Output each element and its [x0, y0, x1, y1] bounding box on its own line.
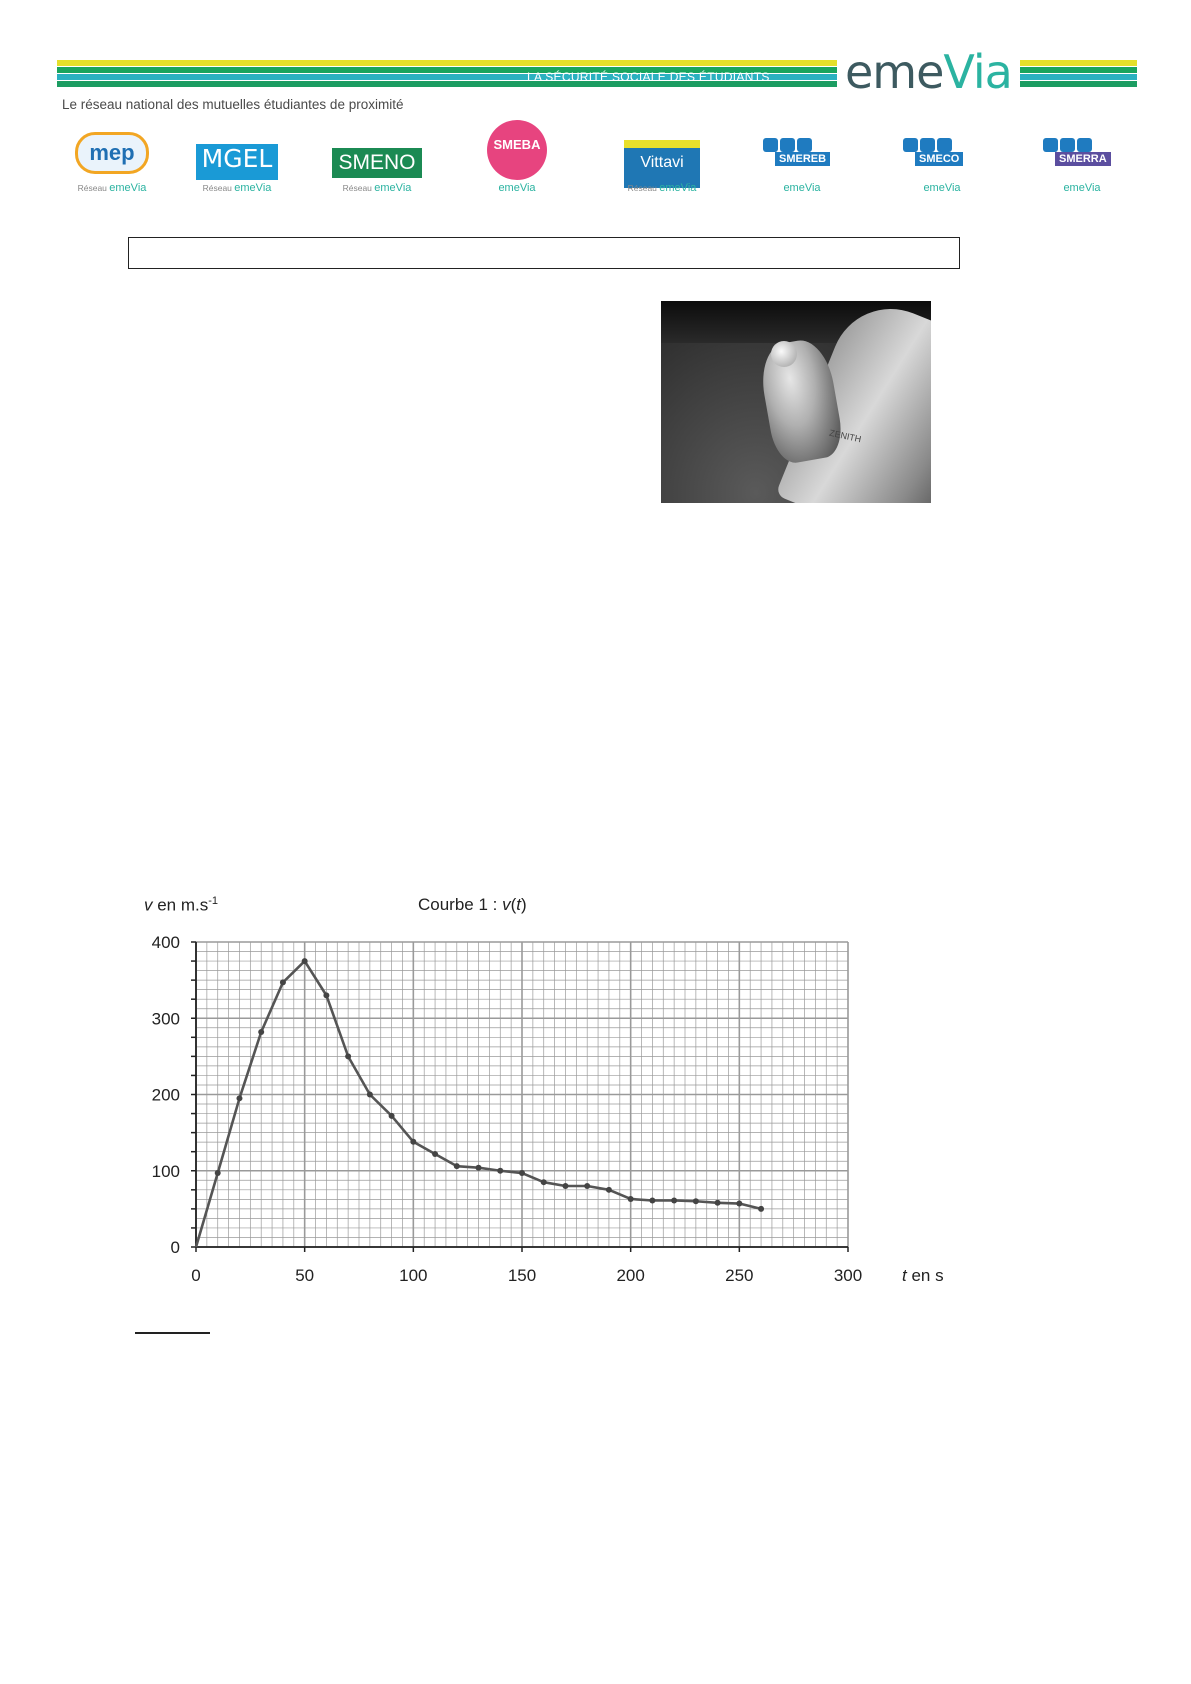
- logo-mark: [1043, 138, 1121, 170]
- logo-caption: [182, 182, 292, 194]
- caption-prefix: Réseau: [627, 183, 660, 193]
- data-point: [497, 1168, 503, 1174]
- banner-stripe: [1020, 81, 1137, 87]
- caption-brand: emeVia: [498, 182, 536, 194]
- chart-title: Courbe 1 : v(t): [418, 895, 527, 914]
- logo-tile: [903, 138, 918, 152]
- logo-part: eme: [845, 45, 944, 99]
- logo-text: SMEREB: [775, 152, 830, 166]
- chart-title-var: v: [502, 895, 511, 914]
- footnote-rule: [135, 1332, 210, 1334]
- partner-logo-smereb: [747, 120, 857, 198]
- y-axis-unit: en m.s: [152, 895, 209, 915]
- partner-logo-mep: [57, 120, 167, 198]
- data-point: [367, 1092, 373, 1098]
- data-point: [671, 1197, 677, 1203]
- logo-caption: [322, 182, 432, 194]
- x-tick-label: 300: [833, 1266, 863, 1285]
- data-point: [562, 1183, 568, 1189]
- logo-tile: [937, 138, 952, 152]
- data-point: [758, 1206, 764, 1212]
- caption-brand: emeVia: [234, 182, 272, 194]
- y-tick-label: 0: [170, 1238, 180, 1257]
- caption-brand: emeVia: [374, 182, 412, 194]
- logo-tile: [1060, 138, 1075, 152]
- emevia-logo: [845, 45, 1012, 99]
- logo-text: SMECO: [915, 152, 963, 166]
- logo-mark: MGEL: [196, 144, 278, 180]
- data-point: [345, 1053, 351, 1059]
- caption-brand: emeVia: [659, 182, 697, 194]
- logo-caption: [887, 182, 997, 194]
- data-point: [410, 1139, 416, 1145]
- velocity-chart: [130, 895, 960, 1305]
- logo-caption: [607, 182, 717, 194]
- data-point: [584, 1183, 590, 1189]
- caption-brand: emeVia: [783, 182, 821, 194]
- x-tick-label: 200: [616, 1266, 645, 1285]
- data-point: [454, 1163, 460, 1169]
- data-point: [258, 1029, 264, 1035]
- logo-caption: [747, 182, 857, 194]
- chart-title-arg: t: [516, 895, 522, 914]
- photo-capsule-lettering: ZENITH: [828, 427, 863, 445]
- logo-mark: Vittavi: [624, 140, 700, 188]
- logo-mark: SMENO: [332, 148, 422, 178]
- x-tick-label: 250: [725, 1266, 754, 1285]
- data-point: [476, 1165, 482, 1171]
- caption-brand: emeVia: [1063, 182, 1101, 194]
- photo-helmet: [771, 341, 797, 367]
- data-point: [606, 1187, 612, 1193]
- data-point: [736, 1201, 742, 1207]
- caption-prefix: Réseau: [77, 183, 110, 193]
- logo-mark: [763, 138, 841, 170]
- banner-stripe: [1020, 74, 1137, 80]
- y-tick-label: 100: [151, 1161, 180, 1181]
- logo-caption: [57, 182, 167, 194]
- tagline: Le réseau national des mutuelles étudiantes de proximité: [62, 97, 404, 112]
- partner-logo-smerra: [1027, 120, 1137, 198]
- partner-logo-smeba: [462, 120, 572, 198]
- logo-caption: [462, 182, 572, 194]
- caption-brand: emeVia: [109, 182, 147, 194]
- banner-stripe: [57, 60, 837, 66]
- data-point: [519, 1170, 525, 1176]
- partner-logo-mgel: [182, 120, 292, 198]
- x-tick-label: 50: [295, 1266, 315, 1285]
- logo-caption: [1027, 182, 1137, 194]
- caption-prefix: Réseau: [202, 183, 235, 193]
- data-point: [323, 992, 329, 998]
- logo-tile: [1077, 138, 1092, 152]
- logo-tile: [920, 138, 935, 152]
- logo-mark: mep: [75, 132, 149, 174]
- logo-tile: [763, 138, 778, 152]
- logo-part: Via: [943, 45, 1012, 99]
- data-point: [541, 1179, 547, 1185]
- x-axis-var: t: [902, 1266, 907, 1285]
- partner-logo-smeno: [322, 120, 432, 198]
- y-tick-label: 400: [151, 933, 180, 952]
- x-tick-label: 100: [399, 1266, 428, 1285]
- data-point: [215, 1170, 221, 1176]
- caption-brand: emeVia: [923, 182, 961, 194]
- y-axis-var: v: [144, 895, 153, 915]
- logo-tile: [780, 138, 795, 152]
- banner-stripe: [1020, 67, 1137, 73]
- logo-mark: SMEBA: [487, 120, 547, 180]
- data-point: [389, 1113, 395, 1119]
- banner-stripe: [1020, 60, 1137, 66]
- data-point: [715, 1200, 721, 1206]
- data-point: [236, 1095, 242, 1101]
- data-point: [280, 979, 286, 985]
- data-point: [693, 1198, 699, 1204]
- data-point: [432, 1151, 438, 1157]
- title-box: [128, 237, 960, 269]
- data-point: [302, 958, 308, 964]
- logo-mark: [903, 138, 981, 170]
- x-axis-unit: en s: [906, 1266, 944, 1285]
- partner-logo-smeco: [887, 120, 997, 198]
- caption-prefix: Réseau: [342, 183, 375, 193]
- logo-tile: [1043, 138, 1058, 152]
- capsule-photo: [661, 301, 931, 503]
- partner-logos: [57, 120, 1137, 198]
- data-point: [649, 1197, 655, 1203]
- banner-text: LA SÉCURITÉ SOCIALE DES ÉTUDIANTS: [527, 70, 770, 84]
- y-tick-label: 200: [151, 1085, 180, 1105]
- y-axis-exponent: -1: [208, 895, 219, 907]
- data-point: [628, 1196, 634, 1202]
- chart-plot: [130, 895, 960, 1305]
- chart-title-prefix: Courbe 1 :: [418, 895, 503, 914]
- y-tick-label: 300: [151, 1009, 180, 1029]
- x-tick-label: 150: [507, 1266, 537, 1285]
- logo-text: SMERRA: [1055, 152, 1111, 166]
- x-tick-label: 0: [191, 1266, 201, 1285]
- logo-tile: [797, 138, 812, 152]
- partner-logo-vittavi: [607, 120, 717, 198]
